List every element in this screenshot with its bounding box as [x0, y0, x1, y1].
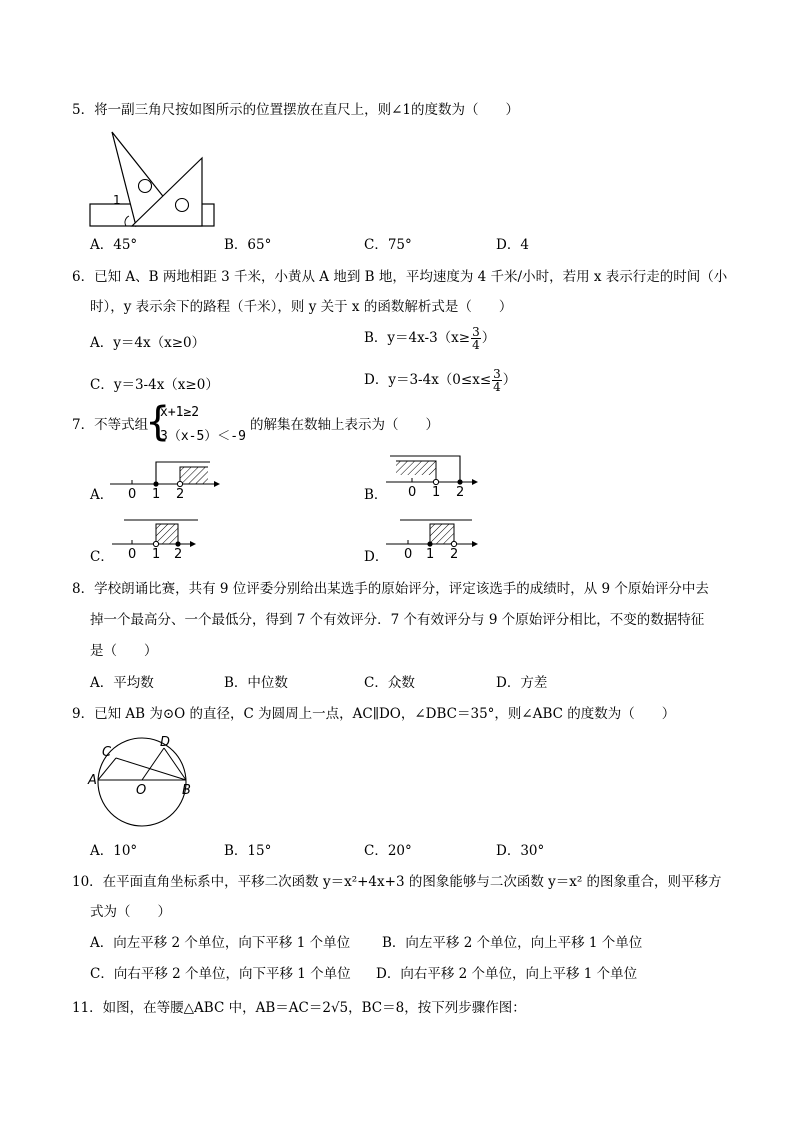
q7-prefix: 7．不等式组 — [72, 417, 149, 433]
q8-stem-line3: 是（ ） — [90, 643, 158, 659]
q9-stem: 9．已知 AB 为⊙O 的直径，C 为圆周上一点，AC∥DO，∠DBC＝35°，则∠ABC 的度数为（ ） — [72, 706, 676, 722]
q5-option-c: C．75° — [364, 237, 412, 253]
q7-brace: { — [145, 399, 171, 445]
q10-option-c: C．向右平移 2 个单位，向下平移 1 个单位 — [90, 966, 351, 982]
q6-stem-line1: 6．已知 A、B 两地相距 3 千米，小黄从 A 地到 B 地，平均速度为 4 千米/小时，若用 x 表示行走的时间（小 — [72, 269, 728, 285]
q8-option-a: A．平均数 — [90, 675, 154, 691]
q6-option-c: C．y＝3-4x（x≥0） — [90, 377, 219, 393]
q6-option-d-text: D．y＝3-4x（0≤x≤ — [364, 372, 492, 388]
q6-stem-line2: 时），y 表示余下的路程（千米），则 y 关于 x 的函数解析式是（ ） — [90, 299, 513, 315]
q7-b-tick-2: 2 — [456, 485, 465, 500]
q6-option-b: B．y＝4x-3（x≥ $\frac{3}{4}$ ） — [364, 325, 496, 352]
q5-option-d: D．4 — [496, 237, 529, 253]
q7-option-d-letter: D． — [364, 549, 389, 565]
q10-stem-line1: 10．在平面直角坐标系中，平移二次函数 y＝x²+4x+3 的图象能够与二次函数 y＝x² 的图象重合，则平移方 — [72, 874, 722, 890]
q8-option-b: B．中位数 — [224, 675, 288, 691]
q7-option-a-number-line — [110, 456, 220, 502]
q9-option-a: A．10° — [90, 843, 138, 859]
q8-stem-line2: 掉一个最高分、一个最低分，得到 7 个有效评分．7 个有效评分与 9 个原始评分相比，不变的数据特征 — [90, 612, 705, 628]
q10-option-b: B．向左平移 2 个单位，向上平移 1 个单位 — [382, 935, 643, 951]
q9-label-a: A — [88, 773, 97, 788]
q7-b-tick-1: 1 — [432, 485, 441, 500]
q6-option-b-fraction: $\frac{3}{4}$ — [472, 325, 480, 352]
q8-option-c: C．众数 — [364, 675, 415, 691]
q9-option-d: D．30° — [496, 843, 545, 859]
q7-a-tick-1: 1 — [152, 487, 161, 502]
q9-option-b: B．15° — [224, 843, 272, 859]
q6-option-a: A．y＝4x（x≥0） — [90, 335, 206, 351]
q8-option-d: D．方差 — [496, 675, 548, 691]
q7-b-tick-0: 0 — [408, 485, 417, 500]
q11-stem: 11．如图，在等腰△ABC 中，AB＝AC＝2√5，BC＝8，按下列步骤作图： — [72, 1000, 526, 1016]
q5-triangle-ruler-figure — [88, 128, 220, 230]
q7-c-tick-1: 1 — [152, 547, 161, 562]
q7-option-c-number-line — [112, 516, 212, 562]
q7-inequality-2: 3（x-5）＜-9 — [160, 429, 246, 444]
q7-option-b-letter: B． — [364, 487, 388, 503]
q7-c-tick-0: 0 — [128, 547, 137, 562]
q7-c-tick-2: 2 — [174, 547, 183, 562]
q9-circle-figure — [86, 736, 198, 828]
q7-d-tick-2: 2 — [450, 547, 459, 562]
q6-option-d-fraction: $\frac{3}{4}$ — [493, 367, 501, 394]
q9-option-c: C．20° — [364, 843, 412, 859]
q10-option-d: D．向右平移 2 个单位，向上平移 1 个单位 — [376, 966, 638, 982]
q5-angle-label: 1 — [113, 193, 121, 207]
q7-a-tick-0: 0 — [128, 487, 137, 502]
q9-label-d: D — [160, 735, 171, 750]
q7-d-tick-0: 0 — [404, 547, 413, 562]
q9-label-o: O — [136, 783, 147, 798]
q5-stem: 5．将一副三角尺按如图所示的位置摆放在直尺上，则∠1的度数为（ ） — [72, 102, 519, 118]
q6-option-d: D．y＝3-4x（0≤x≤ $\frac{3}{4}$ ） — [364, 367, 517, 394]
q7-option-a-letter: A． — [90, 487, 114, 503]
q8-stem-line1: 8．学校朗诵比赛，共有 9 位评委分别给出某选手的原始评分，评定该选手的成绩时，从 9 个原始评分中去 — [72, 581, 709, 597]
q10-stem-line2: 式为（ ） — [90, 904, 171, 920]
q7-suffix: 的解集在数轴上表示为（ ） — [250, 417, 439, 433]
q9-label-b: B — [182, 783, 191, 798]
q7-option-d-number-line — [386, 516, 486, 562]
q9-label-c: C — [102, 745, 112, 760]
q7-a-tick-2: 2 — [176, 487, 185, 502]
q7-inequality-1: x+1≥2 — [160, 405, 200, 420]
q7-d-tick-1: 1 — [426, 547, 435, 562]
q7-option-b-number-line — [386, 454, 486, 500]
q6-option-b-text: B．y＝4x-3（x≥ — [364, 330, 471, 346]
q5-option-a: A．45° — [90, 237, 138, 253]
q5-option-b: B．65° — [224, 237, 272, 253]
q7-option-c-letter: C． — [90, 549, 114, 565]
q10-option-a: A．向左平移 2 个单位，向下平移 1 个单位 — [90, 935, 351, 951]
